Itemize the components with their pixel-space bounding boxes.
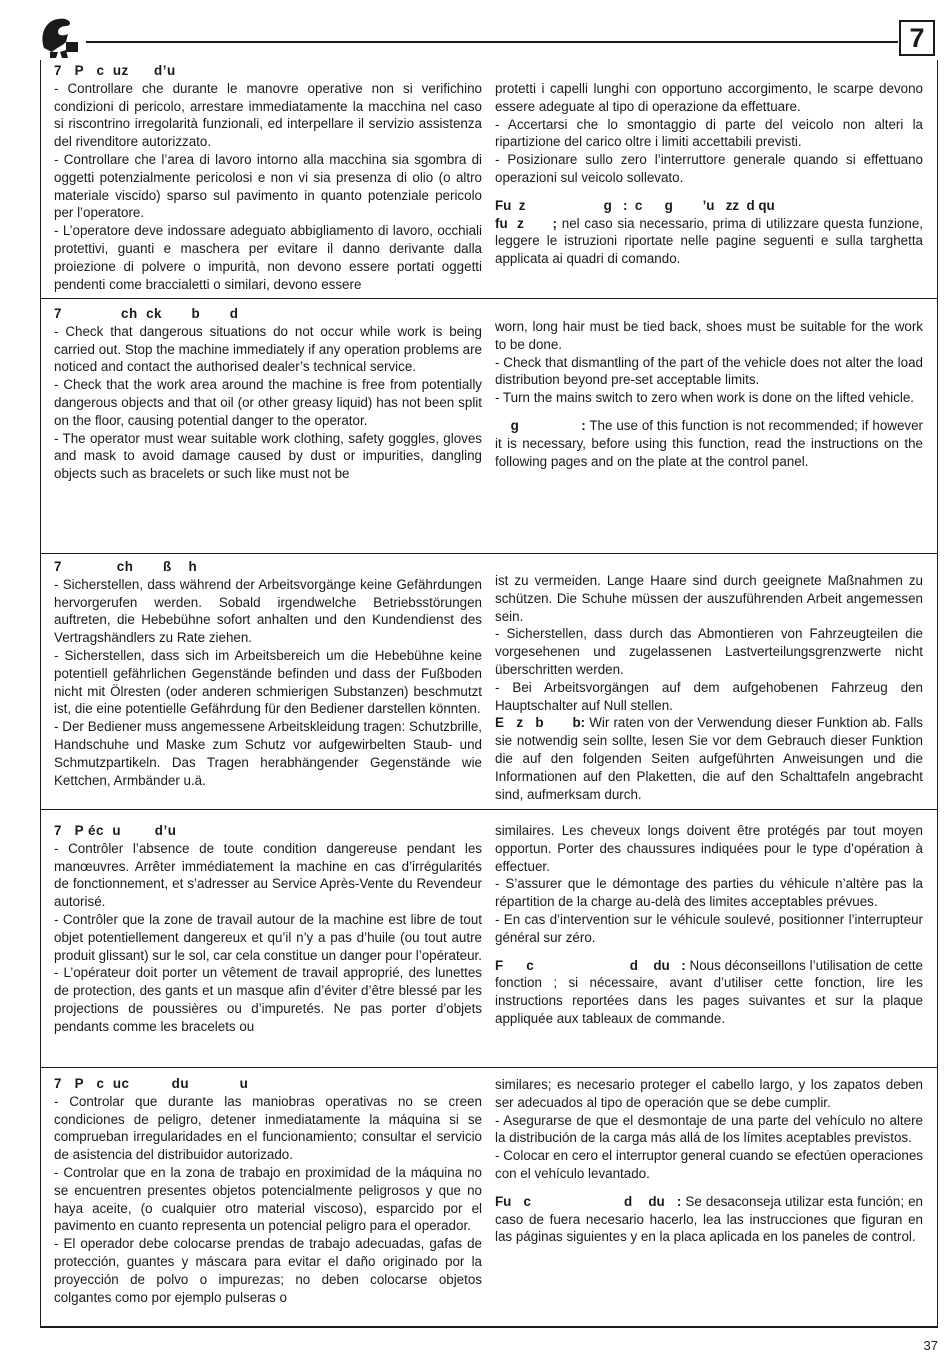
paragraph: - Check that the work area around the machine is free from potentially dangerous objects and that oil (or other greasy liquid) has not been split on the floor, causing potential danger to the operator. xyxy=(54,377,482,428)
paragraph: - Turn the mains switch to zero when work is done on the lifted vehicle. xyxy=(495,390,915,406)
paragraph: - Accertarsi che lo smontaggio di parte del veicolo non alteri la ripartizione del carico oltre i limiti accettabili previsti. xyxy=(495,116,923,150)
function-note-text: Se desaconseja utilizar esta función; en caso de fuera necesario hacerlo, lea las instrucciones que figuran en las páginas siguientes y en la placa aplicada en los paneles de control. xyxy=(495,1193,923,1245)
paragraph: - Check that dangerous situations do not occur while work is being carried out. Stop the machine immediately if any operation problems are noticed and contact the authorised dealer’s technical service. xyxy=(54,323,482,375)
paragraph: - Controllare che durante le manovre operative non si verifichino condizioni di pericolo, arrestare immediatamente la macchina nel caso si riscontrino irregolarità funzionali, ed interpellare il servizio assistenza del rivenditore autorizzato. xyxy=(54,80,482,150)
function-note-text: The use of this function is not recommended; if however it is necessary, before using this function, read the instructions on the following pages and on the plate at the control panel. xyxy=(495,417,923,469)
paragraph: - L’opérateur doit porter un vêtement de travail approprié, des lunettes de protection, des gants et un masque afin d’éviter d’être blessé par les projections de poussières ou d’impuretés. Ne pas porter d’objets pendants comme les bracelets ou xyxy=(54,965,482,1034)
section-german xyxy=(40,554,938,810)
section-right-column xyxy=(495,1076,923,1246)
function-note-label: F c d du : xyxy=(495,957,686,973)
paragraph: worn, long hair must be tied back, shoes must be suitable for the work to be done. xyxy=(495,319,923,352)
brand-logo-icon xyxy=(36,12,82,58)
section-spanish xyxy=(40,1068,938,1326)
function-note xyxy=(495,957,923,1028)
function-note-text: Nous déconseillons l’utilisation de cette fonction ; si nécessaire, avant d’utiliser cette fonction, lire les instructions reportées dans les pages suivantes et sur la plaque appliquée aux tableaux de commande. xyxy=(495,957,924,1026)
function-note xyxy=(495,1193,923,1246)
paragraph: - The operator must wear suitable work clothing, safety goggles, gloves and mask to avoid damage caused by dust or impurities, dangling objects such as bracelets or such like must not be xyxy=(54,430,482,482)
section-right-column xyxy=(495,822,923,1028)
paragraph: similares; es necesario proteger el cabello largo, y los zapatos deben ser adecuados al tipo de operación que se debe cumplir. xyxy=(495,1077,923,1110)
function-note-label: Fu z g : c g ’u zz d qu fu z ; xyxy=(495,197,775,231)
section-title: 7 P c uz d’u xyxy=(54,63,176,78)
function-note-label: g : xyxy=(495,417,586,433)
paragraph: - El operador debe colocarse prendas de trabajo adecuadas, gafas de protección, guantes y máscara para evitar el daño originado por la proyección de polvo o impurezas; no deben colocarse objetos colgantes como por ejemplo pulseras o xyxy=(54,1236,482,1305)
paragraph: - Contrôler que la zone de travail autour de la machine est libre de tout objet potentiellement dangereux et qu’il n’y a pas d’huile (ou tout autre produit glissant) sur le sol, car cela constitue un danger pour l’opérateur. xyxy=(54,911,482,963)
section-english xyxy=(40,299,938,554)
section-left-column xyxy=(54,822,482,1036)
function-note-label: Fu c d du : xyxy=(495,1193,682,1209)
paragraph: - Controlar que en la zona de trabajo en proximidad de la máquina no se encuentren presentes objetos potencialmente peligrosos y que no haya aceite, (o cualquier otro material viscoso), esparcido por el pavimento en cuanto representa un potencial peligro para el operador. xyxy=(54,1164,482,1234)
section-title: 7 P éc u d’u xyxy=(54,823,177,838)
section-italian xyxy=(40,60,938,299)
paragraph: - En cas d’intervention sur le véhicule soulevé, positionner l’interrupteur général sur zéro. xyxy=(495,911,923,945)
section-title: 7 ch ß h xyxy=(54,559,198,574)
chapter-number: 7 xyxy=(899,20,935,56)
function-note-label: E z b b: xyxy=(495,715,586,731)
paragraph: - L’operatore deve indossare adeguato abbigliamento di lavoro, occhiali protettivi, guanti e maschera per evitare il danno derivante dalla proiezione di polvere o impurità, non devono essere portati oggetti pendenti come braccialetti o similari, devono essere xyxy=(54,223,482,292)
paragraph: - Controlar que durante las maniobras operativas no se creen condiciones de peligro, detener inmediatamente la máquina si se comprueban irregularidades en el funcionamiento; consultar el servicio de asistencia del distribuidor autorizado. xyxy=(54,1093,482,1163)
section-left-column xyxy=(54,1075,482,1306)
paragraph: - Colocar en cero el interruptor general cuando se efectúen operaciones con el vehículo levantado. xyxy=(495,1148,923,1181)
paragraph: - Controllare che l’area di lavoro intorno alla macchina sia sgombra di oggetti potenzialmente pericolosi e non vi sia presenza di olio (o altro materiale viscido) sparso sul pavimento in quanto potenziale pericolo per l’operatore. xyxy=(54,151,482,221)
section-title: 7 ch ck b d xyxy=(54,306,239,321)
header-rule xyxy=(86,41,898,43)
paragraph: - Bei Arbeitsvorgängen auf dem aufgehobenen Fahrzeug den Hauptschalter auf Null stellen. xyxy=(495,679,923,713)
paragraph: similaires. Les cheveux longs doivent être protégés par tout moyen opportun. Porter des chaussures indiquées pour le type d’opération à effectuer. xyxy=(495,823,923,874)
paragraph: protetti i capelli lunghi con opportuno accorgimento, le scarpe devono essere adeguate al tipo di operazione da effettuare. xyxy=(495,81,923,114)
page-number: 37 xyxy=(923,1338,938,1353)
section-right-column xyxy=(495,80,923,268)
paragraph: - Posizionare sullo zero l’interruttore generale quando si effettuano operazioni sul veicolo sollevato. xyxy=(495,152,923,185)
paragraph: - Sicherstellen, dass durch das Abmontieren von Fahrzeugteilen die vorgesehenen und zugelassenen Lastverteilungsgrenzwerte nicht überschritten werden. xyxy=(495,626,923,677)
section-french xyxy=(40,810,938,1068)
function-note xyxy=(495,714,923,803)
function-note-text: Wir raten von der Verwendung dieser Funktion ab. Falls sie notwendig sein sollte, lesen Sie vor dem Gebrauch dieser Funktion die auf den folgenden Seiten aufgeführten Anweisungen und die Informationen auf den Plaketten, die auf den Schalttafeln angebracht sind, aufmerksam durch. xyxy=(495,715,923,802)
paragraph: ist zu vermeiden. Lange Haare sind durch geeignete Maßnahmen zu schützen. Die Schuhe müssen der auszuführenden Arbeit angemessen sein. xyxy=(495,573,923,624)
section-left-column xyxy=(54,558,482,789)
section-left-column xyxy=(54,62,482,293)
section-title: 7 P c uc du u xyxy=(54,1076,249,1091)
section-left-column xyxy=(54,305,482,483)
function-note xyxy=(495,417,923,470)
paragraph: - Der Bediener muss angemessene Arbeitskleidung tragen: Schutzbrille, Handschuhe und Maske zum Schutz vor aufgewirbelten Staub- und Schmutzpartikeln. Das Tragen herabhängender Gegenstände wie Kettchen, Armbänder u.ä. xyxy=(54,719,482,788)
paragraph: - Sicherstellen, dass sich im Arbeitsbereich um die Hebebühne keine potentiell gefährlichen Gegenstände befinden und dass der Fußboden nicht mit Ölresten (oder anderen schmierigen Substanzen) beschmutzt ist, die eine potentielle Gefährdung für den Bediener darstellen könnten. xyxy=(54,647,482,717)
function-note-text: nel caso sia necessario, prima di utilizzare questa funzione, leggere le istruzioni riportate nelle pagine seguenti e sulla targhetta applicata ai quadri di comando. xyxy=(495,215,923,267)
section-right-column xyxy=(495,318,923,470)
paragraph: - Contrôler l’absence de toute condition dangereuse pendant les manœuvres. Arrêter immédiatement la machine en cas d’irrégularités de fonctionnement, et s’adresser au Service Après-Vente du Revendeur autorisé. xyxy=(54,840,482,910)
paragraph: - Check that dismantling of the part of the vehicle does not alter the load distribution beyond pre-set acceptable limits. xyxy=(495,354,923,388)
paragraph: - Sicherstellen, dass während der Arbeitsvorgänge keine Gefährdungen hervorgerufen werden. Sobald irgendwelche Betriebsstörungen auftreten, die Hebebühne sofort anhalten und den Kundendienst des Vertragshändlers zu Rate ziehen. xyxy=(54,576,482,646)
section-right-column xyxy=(495,572,923,803)
function-note xyxy=(495,197,923,268)
paragraph: - S’assurer que le démontage des parties du véhicule n’altère pas la répartition de la charge au-delà des limites acceptables prévues. xyxy=(495,876,923,910)
paragraph: - Asegurarse de que el desmontaje de una parte del vehículo no altere la distribución de la carga más allá de los límites aceptables previstos. xyxy=(495,1112,923,1146)
